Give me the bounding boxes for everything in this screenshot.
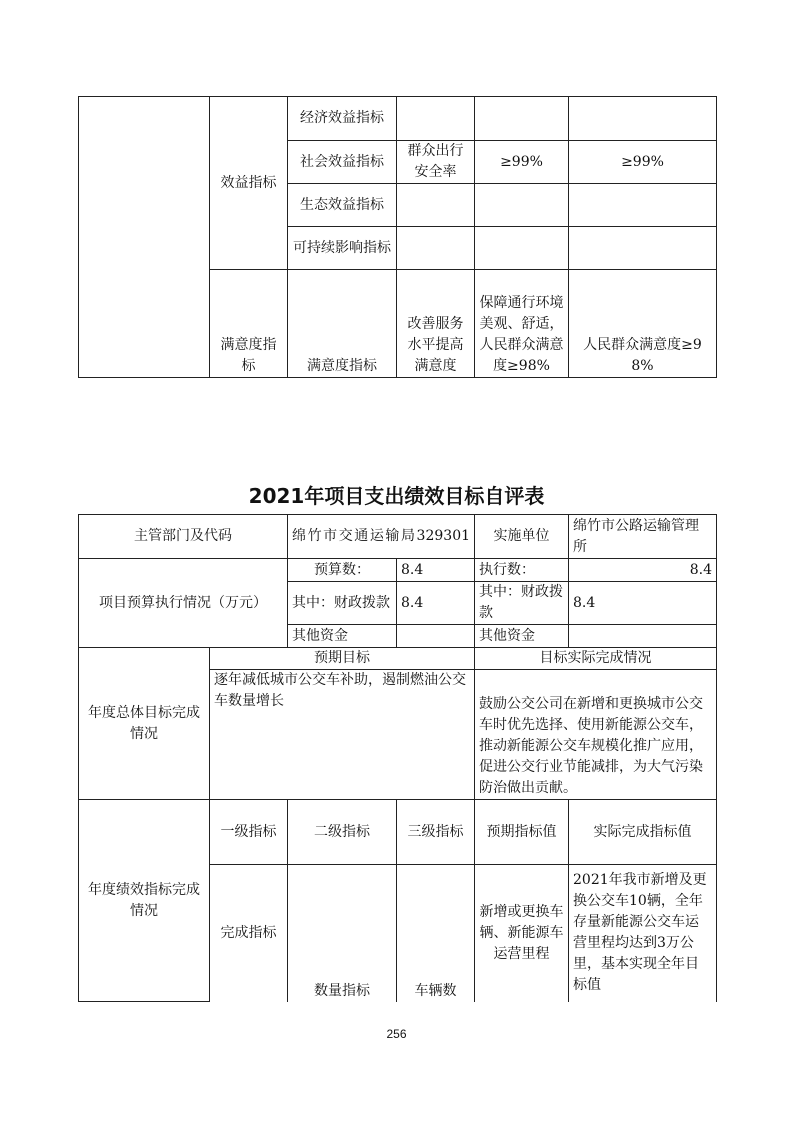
- completion-level2: 数量指标: [288, 865, 397, 1002]
- expected-goal-header: 预期目标: [210, 648, 475, 670]
- satisfaction-level2: 满意度指标: [288, 270, 397, 378]
- completion-actual: 2021年我市新增及更换公交车10辆，全年存量新能源公交车运营里程均达到3万公里，基本实现全年目标值: [569, 865, 717, 1002]
- benefit-indicator-label: 效益指标: [210, 97, 288, 270]
- completion-level3: 车辆数: [397, 865, 475, 1002]
- other-funds-label: 其他资金: [288, 625, 397, 648]
- header-level3: 三级指标: [397, 800, 475, 865]
- fiscal-budget-label: 其中：财政拨款: [288, 582, 397, 625]
- benefit-indicators-table: [78, 96, 717, 378]
- satisfaction-actual: 人民群众满意度≥98%: [569, 270, 717, 378]
- header-level1: 一级指标: [210, 800, 288, 865]
- page-title: 2021年项目支出绩效目标自评表: [248, 484, 545, 508]
- budget-label: 项目预算执行情况（万元）: [79, 559, 288, 648]
- ecological-benefit-expected: [475, 184, 569, 227]
- exec-count-label: 执行数：: [475, 559, 569, 582]
- actual-goal-text: 鼓励公交公司在新增和更换城市公交车时优先选择、使用新能源公交车，推动新能源公交车规模化推广应用，促进公交行业节能减排，为大气污染防治做出贡献。: [475, 670, 717, 800]
- ecological-benefit-actual: [569, 184, 717, 227]
- satisfaction-level3: 改善服务水平提高满意度: [397, 270, 475, 378]
- expected-goal-text: 逐年减低城市公交车补助，遏制燃油公交车数量增长: [210, 670, 475, 800]
- sustainability-expected: [475, 227, 569, 270]
- social-benefit-actual: ≥99%: [569, 141, 717, 184]
- fiscal-exec-value: 8.4: [569, 582, 717, 625]
- satisfaction-level1: 满意度指标: [210, 270, 288, 378]
- impl-unit-value: 绵竹市公路运输管理所: [569, 515, 717, 559]
- completion-expected: 新增或更换车辆、新能源车运营里程: [475, 865, 569, 1002]
- page-number: 256: [386, 1027, 407, 1041]
- sustainability-metric: [397, 227, 475, 270]
- sustainability-indicator: 可持续影响指标: [288, 227, 397, 270]
- header-actual: 实际完成指标值: [569, 800, 717, 865]
- header-level2: 二级指标: [288, 800, 397, 865]
- budget-count-value: 8.4: [397, 559, 475, 582]
- economic-benefit-actual: [569, 97, 717, 141]
- fiscal-budget-value: 8.4: [397, 582, 475, 625]
- blank-left-cell: [79, 97, 210, 378]
- impl-unit-label: 实施单位: [475, 515, 569, 559]
- other-funds-exec-label: 其他资金: [475, 625, 569, 648]
- economic-benefit-expected: [475, 97, 569, 141]
- economic-benefit-indicator: 经济效益指标: [288, 97, 397, 141]
- dept-value: 绵竹市交通运输局329301: [288, 515, 475, 559]
- ecological-benefit-metric: [397, 184, 475, 227]
- social-benefit-metric: 群众出行安全率: [397, 141, 475, 184]
- annual-goal-label: 年度总体目标完成情况: [79, 648, 210, 800]
- exec-count-value: 8.4: [569, 559, 717, 582]
- fiscal-exec-label: 其中：财政拨款: [475, 582, 569, 625]
- ecological-benefit-indicator: 生态效益指标: [288, 184, 397, 227]
- header-expected: 预期指标值: [475, 800, 569, 865]
- social-benefit-expected: ≥99%: [475, 141, 569, 184]
- dept-label: 主管部门及代码: [79, 515, 288, 559]
- satisfaction-expected: 保障通行环境美观、舒适，人民群众满意度≥98%: [475, 270, 569, 378]
- other-funds-budget-value: [397, 625, 475, 648]
- budget-count-label: 预算数：: [288, 559, 397, 582]
- sustainability-actual: [569, 227, 717, 270]
- completion-level1: 完成指标: [210, 865, 288, 1002]
- performance-self-evaluation-table: [78, 514, 717, 1002]
- other-funds-exec-value: [569, 625, 717, 648]
- social-benefit-indicator: 社会效益指标: [288, 141, 397, 184]
- perf-indicator-label: 年度绩效指标完成情况: [79, 800, 210, 1002]
- economic-benefit-metric: [397, 97, 475, 141]
- actual-goal-header: 目标实际完成情况: [475, 648, 717, 670]
